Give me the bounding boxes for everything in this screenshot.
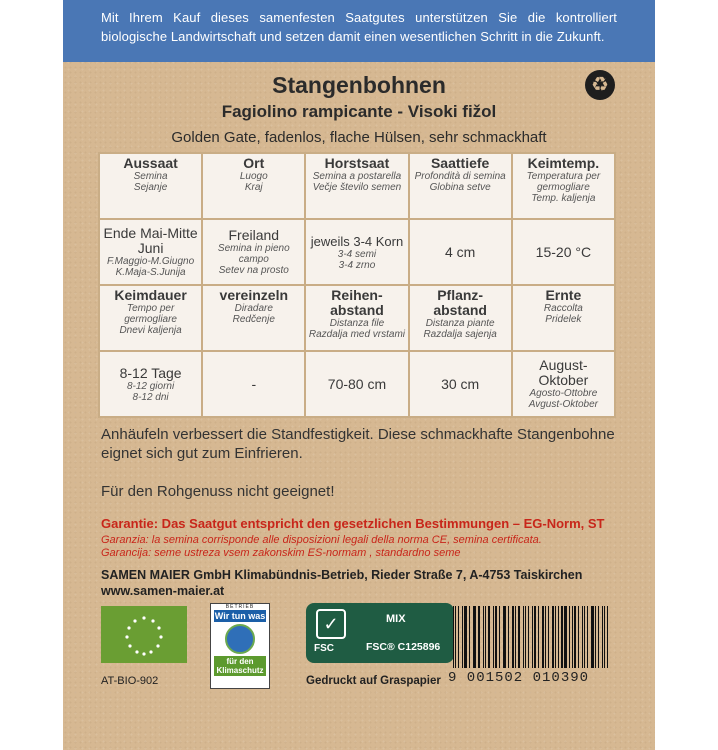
header-cell: Ort Luogo Kraj — [202, 153, 305, 219]
guarantee-de: Garantie: Das Saatgut entspricht den gesetzlichen Bestimmungen – EG-Norm, ST — [101, 516, 605, 531]
product-tagline: Golden Gate, fadenlos, flache Hülsen, sehr schmackhaft — [171, 129, 547, 146]
barcode-bar — [453, 606, 454, 668]
eu-organic-leaf-icon — [101, 606, 187, 663]
barcode-bar — [578, 606, 579, 668]
barcode-bar — [493, 606, 494, 668]
barcode-bar — [545, 606, 546, 668]
table-value-row — [99, 219, 615, 285]
sowing-table-1 — [98, 152, 616, 286]
guarantee-it: Garanzia: la semina corrisponde alle disposizioni legali della norma CE, semina certificata. — [101, 534, 542, 546]
value-cell: 15-20 °C — [512, 219, 615, 285]
barcode-bar — [587, 606, 588, 668]
guarantee-sl: Garancija: seme ustreza vsem zakonskim ES-normam , standardno seme — [101, 547, 461, 559]
recycle-icon: ♻ — [585, 70, 615, 100]
barcode-bar — [455, 606, 456, 668]
barcode-bar — [523, 606, 524, 668]
barcode-bar — [591, 606, 594, 668]
barcode-bar — [483, 606, 484, 668]
value-cell: 4 cm — [409, 219, 512, 285]
paper-note: Gedruckt auf Graspapier — [306, 675, 441, 687]
product-title: Stangenbohnen — [272, 72, 446, 98]
seed-packet-back — [63, 0, 655, 750]
barcode-bar — [504, 606, 506, 668]
value-cell: jeweils 3-4 Korn 3-4 semi 3-4 zrno — [305, 219, 408, 285]
barcode-bar — [561, 606, 563, 668]
value-cell: August-Oktober Agosto-Ottobre Avgust-Oktober — [512, 351, 615, 417]
barcode-bar — [528, 606, 529, 668]
barcode-bar — [574, 606, 576, 668]
barcode-bar — [503, 606, 504, 668]
value-cell: - — [202, 351, 305, 417]
barcode-bar — [525, 606, 526, 668]
product-subtitle: Fagiolino rampicante - Visoki fižol — [221, 102, 497, 121]
barcode-bar — [604, 606, 605, 668]
barcode-bar — [495, 606, 497, 668]
barcode-bar — [602, 606, 604, 668]
header-cell: Ernte Raccolta Pridelek — [512, 285, 615, 351]
barcode-bar — [464, 606, 467, 668]
organic-control-code: AT-BIO-902 — [101, 675, 159, 687]
company-website: www.samen-maier.at — [101, 584, 225, 598]
header-cell: vereinzeln Diradare Redčenje — [202, 285, 305, 351]
value-cell: 30 cm — [409, 351, 512, 417]
value-cell: Freiland Semina in pieno campo Setev na prosto — [202, 219, 305, 285]
header-cell: Reihen-abstand Distanza file Razdalja med vrstami — [305, 285, 408, 351]
barcode-bar — [518, 606, 520, 668]
value-cell: 70-80 cm — [305, 351, 408, 417]
barcode — [453, 606, 611, 668]
barcode-bar — [515, 606, 516, 668]
barcode-bar — [564, 606, 567, 668]
value-cell: 8-12 Tage 8-12 giorni 8-12 dni — [99, 351, 202, 417]
header-cell: Keimdauer Tempo per germogliare Dnevi kaljenja — [99, 285, 202, 351]
barcode-bar — [485, 606, 486, 668]
klimabuendnis-logo: BETRIEB Wir tun was für den Klimaschutz — [210, 603, 270, 689]
barcode-bar — [542, 606, 545, 668]
barcode-bar — [569, 606, 570, 668]
header-cell: Aussaat Semina Sejanje — [99, 153, 202, 219]
value-cell: Ende Mai-Mitte Juni F.Maggio-M.Giugno K.Maja-S.Junija — [99, 219, 202, 285]
barcode-bar — [458, 606, 460, 668]
barcode-bar — [548, 606, 549, 668]
barcode-bar — [552, 606, 554, 668]
company-address: SAMEN MAIER GmbH Klimabündnis-Betrieb, Rieder Straße 7, A-4753 Taiskirchen www.samen-maier.at — [101, 568, 583, 598]
barcode-bar — [607, 606, 608, 668]
barcode-bar — [478, 606, 480, 668]
barcode-bar — [538, 606, 539, 668]
barcode-bar — [558, 606, 559, 668]
raw-warning: Für den Rohgenuss nicht geeignet! — [101, 483, 335, 500]
table-header-row — [99, 153, 615, 219]
header-cell: Keimtemp. Temperatura per germogliare Temp. kaljenja — [512, 153, 615, 219]
barcode-bar — [582, 606, 583, 668]
info-banner: Mit Ihrem Kauf dieses samenfesten Saatgutes unterstützen Sie die kontrolliert biologische Landwirtschaft und setzen damit einen wesentlichen Schritt in die Zukunft. — [63, 0, 655, 62]
barcode-bar — [488, 606, 491, 668]
barcode-bar — [462, 606, 463, 668]
care-note: Anhäufeln verbessert die Standfestigkeit. Diese schmackhafte Stangenbohne eignet sich gut zum Einfrieren. — [101, 426, 615, 462]
barcode-bar — [584, 606, 586, 668]
barcode-bar — [555, 606, 556, 668]
barcode-bar — [469, 606, 470, 668]
table-header-row — [99, 285, 615, 351]
globe-icon — [225, 624, 255, 654]
barcode-bar — [512, 606, 515, 668]
header-cell: Saattiefe Profondità di semina Globina setve — [409, 153, 512, 219]
sowing-table-2 — [98, 284, 616, 418]
barcode-bar — [598, 606, 599, 668]
fsc-tree-icon: ✓ — [316, 609, 346, 639]
fsc-logo: ✓ FSC MIX FSC® C125896 — [306, 603, 454, 663]
barcode-bar — [595, 606, 596, 668]
barcode-bar — [508, 606, 509, 668]
barcode-bar — [572, 606, 573, 668]
barcode-bar — [499, 606, 500, 668]
barcode-bar — [532, 606, 534, 668]
barcode-bar — [534, 606, 536, 668]
barcode-bar — [473, 606, 474, 668]
header-cell: Horstsaat Semina a postarella Večje število semen — [305, 153, 408, 219]
barcode-number: 9 001502 010390 — [448, 670, 590, 686]
table-value-row — [99, 351, 615, 417]
barcode-bar — [474, 606, 476, 668]
header-cell: Pflanz-abstand Distanza piante Razdalja sajenja — [409, 285, 512, 351]
